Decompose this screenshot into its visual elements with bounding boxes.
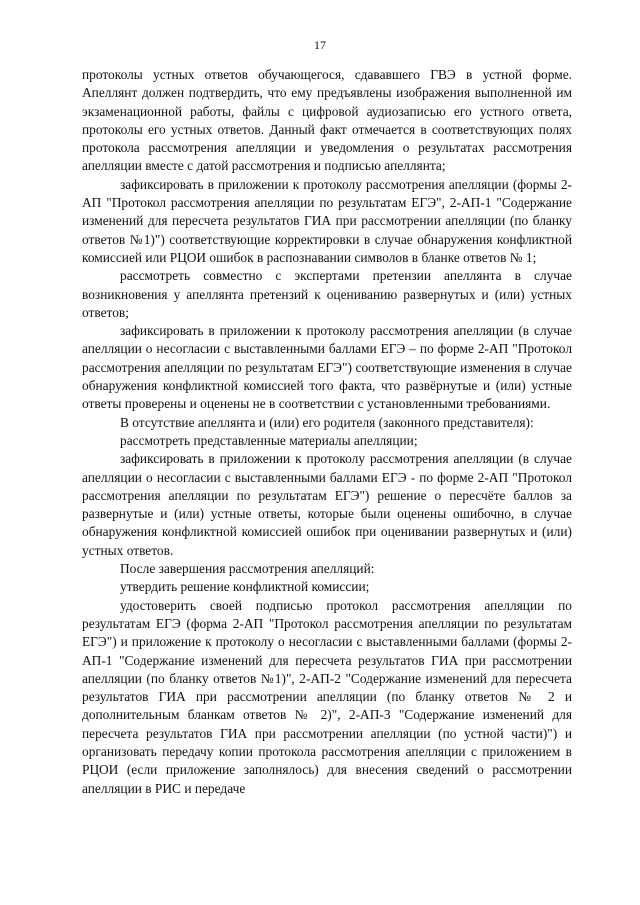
paragraph: рассмотреть представленные материалы апелляции; (120, 432, 418, 448)
paragraph: рассмотреть совместно с экспертами претензии апеллянта в случае возникновения у апеллянта претензий к оцениванию развернутых и (или) устных ответов; (82, 268, 572, 320)
paragraph: утвердить решение конфликтной комиссии; (120, 579, 370, 595)
paragraph: удостоверить своей подписью протокол рассмотрения апелляции по результатам ЕГЭ (форма 2-АП "Протокол рассмотрения апелляции по результатам ЕГЭ") и приложение к протоколу о несогласии с выставленными баллами (формы 2-АП-1 "Содержание изменений для пересчета результатов ГИА при рассмотрении апелляции (по бланку ответов №1)", 2-АП-2 "Содержание изменений для пересчета результатов ГИА при рассмотрении апелляции (по бланку ответов № 2 и дополнительным бланкам ответов № 2)", 2-АП-3 "Содержание изменений для пересчета результатов ГИА при рассмотрении апелляции (по устной части)") и организовать передачу копии протокола рассмотрения апелляции с приложением в РЦОИ (если приложение заполнялось) для внесения сведений о рассмотрении апелляции в РИС и передаче (82, 597, 572, 796)
paragraph: протоколы устных ответов обучающегося, сдававшего ГВЭ в устной форме. Апеллянт должен подтвердить, что ему предъявлены изображения выполненной им экзаменационной работы, файлы с цифровой аудиозаписью его устного ответа, протоколы его устных ответов. Данный факт отмечается в соответствующих полях протокола рассмотрения апелляции и уведомления о результатах рассмотрения апелляции вместе с датой рассмотрения и подписью апеллянта; (82, 67, 572, 174)
page-number: 17 (314, 38, 326, 52)
paragraph: зафиксировать в приложении к протоколу рассмотрения апелляции (в случае апелляции о несогласии с выставленными баллами ЕГЭ - по форме 2-АП "Протокол рассмотрения апелляции по результатам ЕГЭ") решение о пересчёте баллов за развернутые и (или) устные ответы, которые были оценены ошибочно, в случае обнаружения конфликтной комиссией ошибок при оценивании развернутых и (или) устных ответов. (82, 451, 572, 558)
paragraph: После завершения рассмотрения апелляций: (120, 561, 375, 577)
body-text (82, 66, 572, 798)
paragraph: зафиксировать в приложении к протоколу рассмотрения апелляции (формы 2-АП "Протокол рассмотрения апелляции по результатам ЕГЭ", 2-АП-1 "Содержание изменений для пересчета результатов ГИА при рассмотрении апелляции (по бланку ответов №1)") соответствующие корректировки в случае обнаружения конфликтной комиссией или РЦОИ ошибок в распознавании символов в бланке ответов № 1; (82, 176, 572, 265)
paragraph: В отсутствие апеллянта и (или) его родителя (законного представителя): (120, 414, 534, 430)
paragraph: зафиксировать в приложении к протоколу рассмотрения апелляции (в случае апелляции о несогласии с выставленными баллами ЕГЭ – по форме 2-АП "Протокол рассмотрения апелляции по результатам ЕГЭ") соответствующие изменения в случае обнаружения конфликтной комиссией того факта, что развёрнутые и (или) устные ответы проверены и оценены не в соответствии с установленными требованиями. (82, 323, 572, 412)
